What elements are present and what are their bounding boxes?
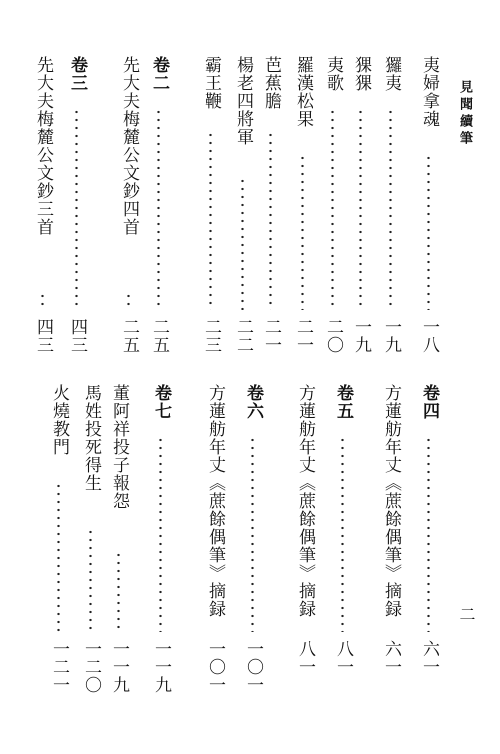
page-ref: 二二 (233, 318, 253, 354)
page-ref: 四三 (67, 318, 87, 354)
dot-leader (57, 482, 60, 632)
entry-title: 玀夷 (381, 56, 401, 92)
page-ref: 二一 (261, 318, 281, 354)
dot-leader (427, 436, 430, 632)
volume-heading: 卷四 (419, 384, 439, 420)
dot-leader (427, 154, 430, 310)
page-ref: 一九 (381, 318, 401, 354)
dot-leader (157, 108, 160, 310)
page-ref: 一八 (419, 318, 439, 354)
entry-title: 方蓮舫年丈《蔗餘偶筆》摘録 (295, 384, 315, 618)
volume-heading: 卷七 (151, 384, 171, 420)
volume-heading: 卷五 (333, 384, 353, 420)
page-number: 二 (457, 606, 476, 622)
page-ref: 八一 (295, 640, 315, 676)
entry-title: 夷婦拿魂 (419, 56, 439, 128)
dot-leader (159, 436, 162, 632)
page-ref: 六一 (419, 640, 439, 676)
page-ref: 一二一 (49, 640, 69, 694)
entry-title: 楊老四將軍 (233, 56, 253, 146)
entry-title: 夷歌 (323, 56, 343, 92)
page-ref: 四三 (33, 318, 53, 354)
entry-title: 猓猓 (351, 56, 371, 92)
page-ref: 八一 (333, 640, 353, 676)
dot-leader (251, 436, 254, 632)
dot-leader (331, 108, 334, 310)
dot-leader (301, 154, 304, 310)
page-ref: 一九 (351, 318, 371, 354)
page-ref: 二〇 (323, 318, 343, 354)
entry-title: 馬姓投死得生 (81, 384, 101, 492)
entry-title: 火燒教門 (49, 384, 69, 456)
dot-leader (359, 108, 362, 310)
dot-leader (89, 528, 92, 632)
entry-title: 先大夫梅麓公文鈔三首 (33, 56, 53, 236)
page-ref: 六一 (381, 640, 401, 676)
volume-heading: 卷六 (243, 384, 263, 420)
dot-leader (117, 551, 120, 632)
page-ref: 一二〇 (81, 640, 101, 694)
entry-title: 方蓮舫年丈《蔗餘偶筆》摘録 (205, 384, 225, 618)
dot-leader (127, 292, 130, 310)
dot-leader (341, 436, 344, 632)
dot-leader (209, 131, 212, 310)
entry-title: 先大夫梅麓公文鈔四首 (119, 56, 139, 236)
page-ref: 一一九 (109, 640, 129, 694)
entry-title: 方蓮舫年丈《蔗餘偶筆》摘録 (381, 384, 401, 618)
page-ref: 一〇一 (243, 640, 263, 694)
volume-heading: 卷二 (149, 56, 169, 92)
dot-leader (41, 292, 44, 310)
page-ref: 二三 (201, 318, 221, 354)
entry-title: 芭蕉膽 (261, 56, 281, 110)
entry-title: 霸王鞭 (201, 56, 221, 110)
page-ref: 一〇一 (205, 640, 225, 694)
dot-leader (269, 131, 272, 310)
dot-leader (75, 108, 78, 310)
page-ref: 二五 (149, 318, 169, 354)
page-ref: 一一九 (151, 640, 171, 694)
running-head: 見聞續筆 (457, 80, 472, 148)
volume-heading: 卷三 (67, 56, 87, 92)
entry-title: 董阿祥投子報怨 (109, 384, 129, 510)
entry-title: 羅漢松果 (293, 56, 313, 128)
page-ref: 二一 (293, 318, 313, 354)
page-ref: 二五 (119, 318, 139, 354)
dot-leader (389, 108, 392, 310)
dot-leader (241, 177, 244, 310)
